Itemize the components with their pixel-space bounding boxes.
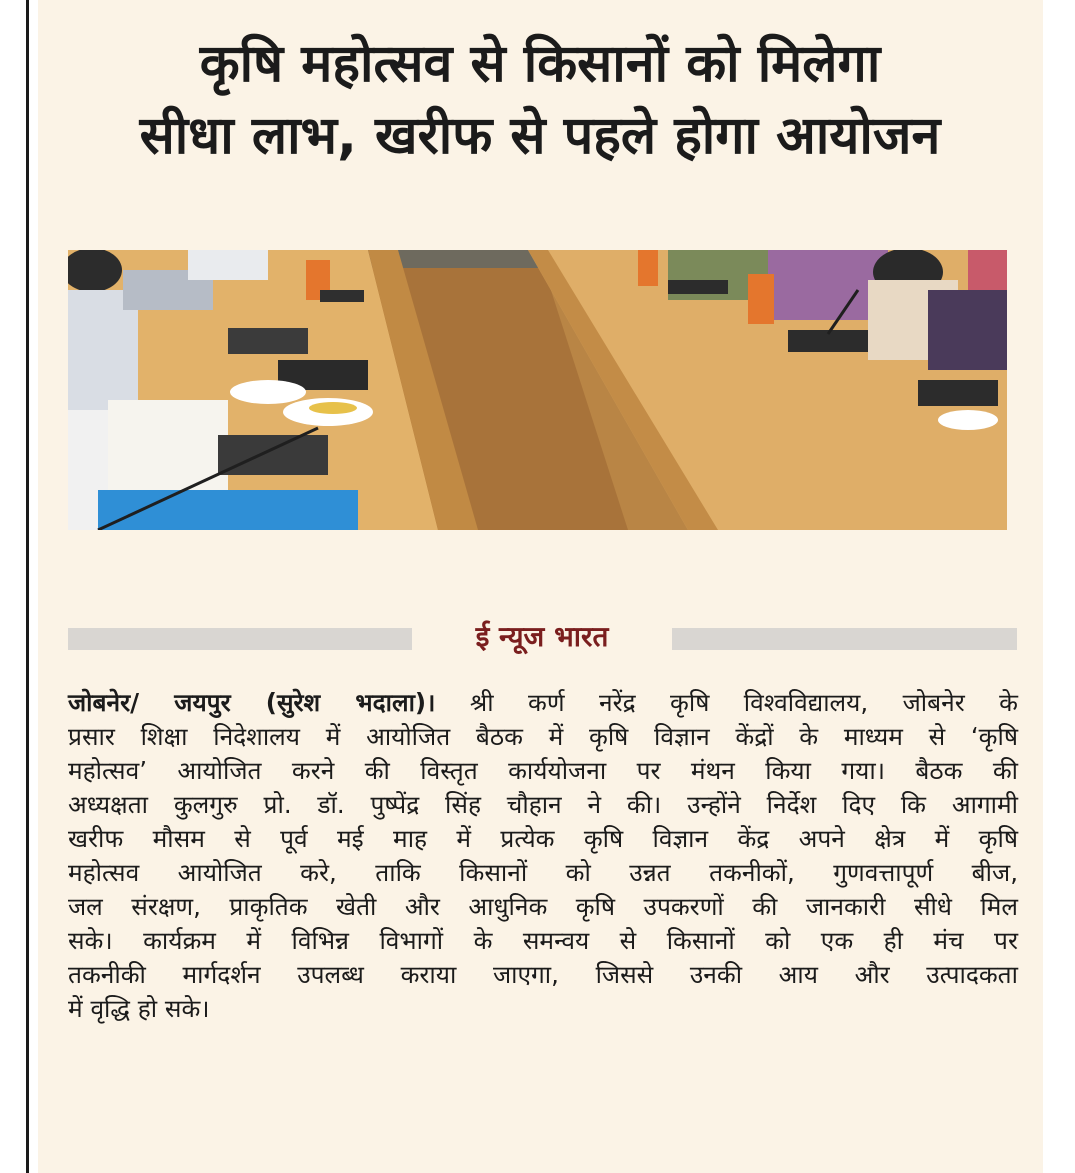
article-line: जल संरक्षण, प्राकृतिक खेती और आधुनिक कृषि उपकरणों की जानकारी सीधे मिल bbox=[68, 892, 1018, 921]
article-line bbox=[68, 686, 1018, 720]
article-line: सके। कार्यक्रम में विभिन्न विभागों के समन्वय से किसानों को एक ही मंच पर bbox=[68, 926, 1018, 955]
article-line: महोत्सव आयोजित करे, ताकि किसानों को उन्नत तकनीकों, गुणवत्तापूर्ण बीज, bbox=[68, 858, 1018, 887]
article-line: खरीफ मौसम से पूर्व मई माह में प्रत्येक कृषि विज्ञान केंद्र अपने क्षेत्र में कृषि bbox=[68, 824, 1018, 853]
headline-line-1: कृषि महोत्सव से किसानों को मिलेगा bbox=[199, 34, 881, 94]
page-margin-rule bbox=[0, 0, 38, 1173]
article-line: प्रसार शिक्षा निदेशालय में आयोजित बैठक में कृषि विज्ञान केंद्रों के माध्यम से ‘कृषि bbox=[68, 722, 1018, 751]
meeting-hall-photo bbox=[68, 250, 1007, 530]
headline bbox=[40, 28, 1040, 172]
page-right-margin bbox=[1043, 0, 1075, 1173]
source-label: ई न्यूज भारत bbox=[412, 614, 672, 660]
article-line-1-text: श्री कर्ण नरेंद्र कृषि विश्वविद्यालय, जोबनेर के bbox=[435, 688, 1018, 717]
article-line: तकनीकी मार्गदर्शन उपलब्ध कराया जाएगा, जिससे उनकी आय और उत्पादकता bbox=[68, 960, 1018, 989]
dateline: जोबनेर/ जयपुर (सुरेश भदाला)। bbox=[68, 688, 436, 717]
article-body bbox=[68, 686, 1018, 1026]
headline-line-2: सीधा लाभ, खरीफ से पहले होगा आयोजन bbox=[139, 106, 941, 166]
article-line: अध्यक्षता कुलगुरु प्रो. डॉ. पुष्पेंद्र सिंह चौहान ने की। उन्होंने निर्देश दिए कि आगामी bbox=[68, 790, 1018, 819]
article-line: में वृद्धि हो सके। bbox=[68, 994, 210, 1023]
article-line: महोत्सव’ आयोजित करने की विस्तृत कार्ययोजना पर मंथन किया गया। बैठक की bbox=[68, 756, 1018, 785]
